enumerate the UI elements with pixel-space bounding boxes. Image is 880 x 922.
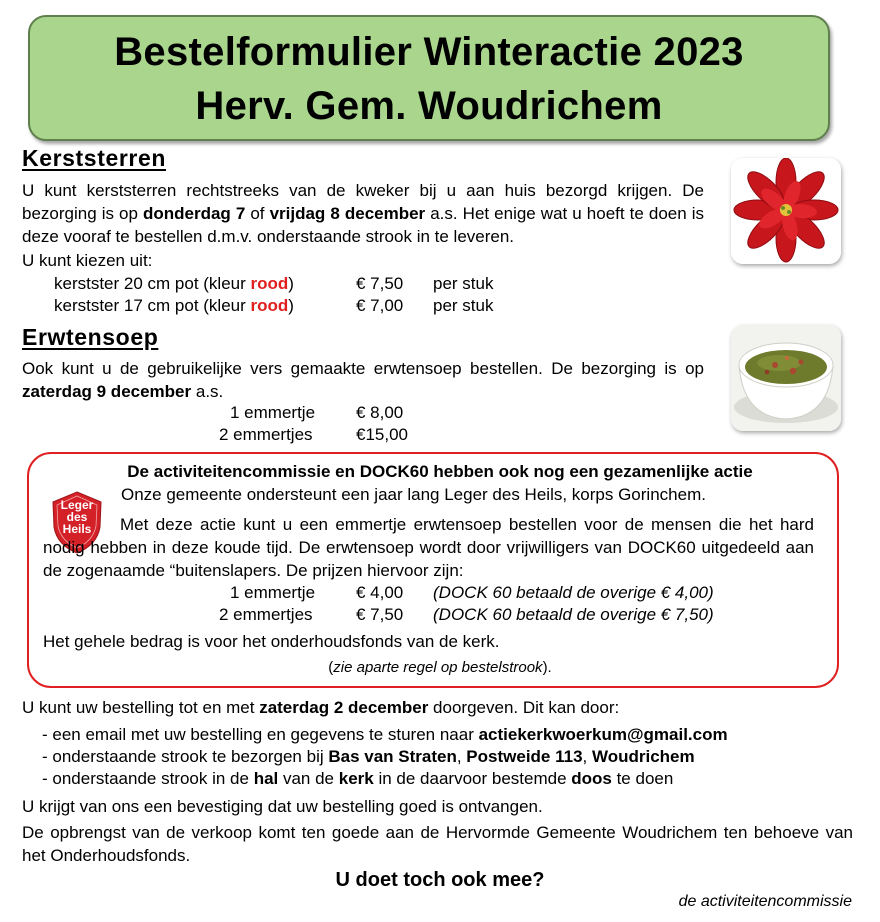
soup-option-price: €15,00 [356, 425, 408, 444]
logo-text-1: Leger [60, 498, 94, 512]
bestelstrook-note: (zie aparte regel op bestelstrook). [328, 659, 552, 676]
joint-action-heading: De activiteitencommissie en DOCK60 hebben ook nog een gezamenlijke actie [127, 462, 753, 481]
joint-option-qty: 1 emmertje [230, 583, 316, 602]
erwtensoep-heading: Erwtensoep [22, 324, 159, 350]
joint-option-note: (DOCK 60 betaald de overige € 4,00) [433, 583, 714, 602]
kerstster-option-unit: per stuk [433, 296, 494, 315]
soup-option-qty: 1 emmertje [230, 403, 316, 422]
joint-option-qty: 2 emmertjes [219, 605, 313, 624]
kerststerren-intro: U kunt kerststerren rechtstreeks van de kweker bij u aan huis bezorgd krijgen. De bezorging is op donderdag 7 of vrijdag 8 december a.s. Het enige wat u hoeft te doen is deze vooraf te bestellen d.m.v. onderstaande strook in te leveren. [22, 181, 705, 246]
proceeds-line: De opbrengst van de verkoop komt ten goede aan de Hervormde Gemeente Woudrichem ten behoeve van het Onderhoudsfonds. [22, 823, 853, 865]
joint-action-line1: Onze gemeente ondersteunt een jaar lang Leger des Heils, korps Gorinchem. [121, 485, 706, 504]
kerstster-option-desc: kerstster 17 cm pot (kleur rood) [54, 296, 294, 315]
soup-option-row [0, 401, 500, 424]
kerststerren-heading: Kerststerren [22, 145, 166, 171]
method-deliver: - onderstaande strook te bezorgen bij Bas van Straten, Postweide 113, Woudrichem [42, 747, 695, 766]
joint-option-price: € 7,50 [356, 605, 404, 624]
erwtensoep-intro: Ook kunt u de gebruikelijke vers gemaakte erwtensoep bestellen. De bezorging is op zaterdag 9 december a.s. [22, 359, 704, 401]
confirmation-line: U krijgt van ons een bevestiging dat uw bestelling goed is ontvangen. [22, 797, 543, 816]
joint-option-note: (DOCK 60 betaald de overige € 7,50) [433, 605, 714, 624]
kerstster-option-row [0, 272, 600, 295]
pea-soup-photo [731, 325, 841, 431]
kerstster-option-row [0, 294, 600, 317]
kerstster-option-price: € 7,00 [356, 296, 404, 315]
soup-option-row [0, 423, 500, 446]
joint-action-para: Met deze actie kunt u een emmertje erwtensoep bestellen voor de mensen die het hard nodig hebben in deze koude tijd. De erwtensoep wordt door vrijwilligers van DOCK60 uitgedeeld aan de zogenaamde “buitenslapers. De prijzen hiervoor zijn: [43, 515, 814, 580]
call-to-action: U doet toch ook mee? [335, 869, 545, 891]
method-drop-box: - onderstaande strook in de hal van de kerk in de daarvoor bestemde doos te doen [42, 769, 674, 788]
poinsettia-photo [731, 158, 841, 264]
kerstster-option-unit: per stuk [433, 274, 494, 293]
joint-option-row [0, 603, 800, 626]
deadline-line: U kunt uw bestelling tot en met zaterdag 2 december doorgeven. Dit kan door: [22, 698, 620, 717]
title-line-2: Herv. Gem. Woudrichem [195, 84, 663, 128]
kerstster-option-desc: kerstster 20 cm pot (kleur rood) [54, 274, 294, 293]
fund-line: Het gehele bedrag is voor het onderhoudsfonds van de kerk. [43, 632, 500, 651]
signature: de activiteitencommissie [678, 893, 852, 910]
joint-option-price: € 4,00 [356, 583, 404, 602]
title-line-1: Bestelformulier Winteractie 2023 [114, 30, 744, 74]
choose-label: U kunt kiezen uit: [22, 251, 153, 270]
method-email: - een email met uw bestelling en gegevens te sturen naar actiekerkwoerkum@gmail.com [42, 725, 728, 744]
title-banner [28, 15, 830, 141]
soup-option-qty: 2 emmertjes [219, 425, 313, 444]
logo-text-3: Heils [62, 522, 92, 536]
joint-option-row [0, 581, 800, 604]
kerstster-option-price: € 7,50 [356, 274, 404, 293]
soup-option-price: € 8,00 [356, 403, 404, 422]
logo-text-2: des [66, 510, 88, 524]
